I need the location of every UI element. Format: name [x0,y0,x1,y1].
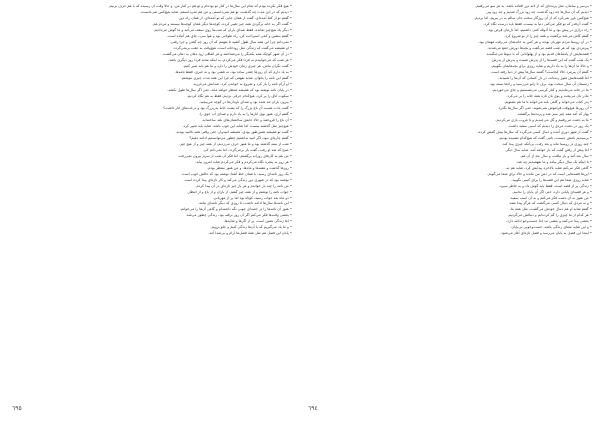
paragraph: • پیرمردی بود که هر شب قصه می‌گفت و بچه‌ها دورش جمع می‌شدند. [487,45,592,50]
paragraph: • در آن روستا مردم مهربان بودند و هر کس به خانه‌شان می‌رفت مهمان بود. [478,39,592,44]
paragraph: • یک شب گفت که این قصه‌ها را از پدرش شنیده و پدرش از پدرش. [490,57,592,62]
paragraph: • قصه‌هایش از پادشاهان قدیم بود و از پهلوانانی که با دیوها می‌جنگیدند. [485,51,592,56]
paragraph: • گفتم این نامه را بخوان، شاید بفهمی که چرا این همه مدت چیزی ننوشتم. [180,75,292,80]
paragraph: • راه درازی در پیش بود و ما آذوقهٔ کمی داشتیم، اما دل‌مان قرص بود. [487,27,592,32]
paragraph: • هر روز به پنجره نگاه می‌کردم و فکر می‌کردم شاید امروز بیاید. [195,159,292,164]
paragraph: • گفتم بنشین و کمی استراحت کن، راه طولانی بود و هوا سرد، چای هم آماده است. [166,33,292,38]
paragraph: • من هم به کارهای روزانه برگشتم، اما فکر آن شب از سرم بیرون نمی‌رفت. [177,153,292,158]
paragraph: • هر کدام از ما چیزی را گم کرده‌ایم و دنبالش می‌گردیم. [507,213,592,218]
paragraph: • اما پیش از رفتن گفت که باز خواهد آمد، شاید سال دیگر. [504,147,592,152]
left-page-number: ٦٩٤ [308,405,318,412]
paragraph: • اما زندگی همین است، پر از اگرها و شایدها. [223,219,292,224]
paragraph: • هیچ‌چیز مثل گذشته نیست، اما شاید این خوب باشد، شاید باید تغییر کرد. [182,123,292,128]
paragraph: • گفت اگر به خانه برگردی همه چیز تغییر کرده، کوچه‌ها دیگر همان کوچه‌ها نیستند و مردم هم. [152,21,292,26]
left-page-body [310,4,592,400]
paragraph: • و به مردی که دنبال کسی می‌گشت که هرگز پیدا نشد. [508,201,592,206]
paragraph: • گفتم چاره‌ای نبود، اگر امید نداشتیم چطور می‌توانستیم ادامه دهیم؟ [189,135,292,140]
paragraph: • پدر کتاب می‌خواند و گاهی بلند می‌خواند تا ما هم بشنویم. [503,99,592,104]
paragraph: • چند روزی در روستا ماند و بعد رفت، بی‌آنکه چیزی پیدا کند. [501,141,592,146]
paragraph: • زندگی پر از قصه است، فقط باید گوش داد و به خاطر سپرد. [498,183,592,188]
paragraph: • دیدیم که در این مدت چه گذشت، تو هم نمی‌دانستی و من هم نمی‌دانستم، شاید هیچ‌کس نمی‌دانست. [139,9,292,14]
right-page-number: ٦٩٥ [12,405,22,412]
paragraph: • اینجا این فصل به پایان می‌رسد و فصل تازه‌ای آغاز می‌شود. [500,231,592,236]
paragraph: • گفتم کاش می‌شد برگشت و همه چیز را از نو شروع کرد. [504,33,592,38]
paragraph: • پرسیدیم نامش چیست، نامی گفت که هیچ‌کدام نشنیده بودیم. [498,135,592,140]
paragraph: • و هر قصه‌ای پایانی دارد، حتی اگر آن پایان را ندانیم. [512,189,592,194]
paragraph: • گفتم تو از کجا آمده‌ای، گفت از همان جایی که تو آمده‌ای، از همان راه دور. [177,15,292,20]
paragraph: • شب از نیمه گذشته بود و ما هنوز حرف می‌زدیم، از همه چیز و از هیچ چیز. [178,141,292,146]
paragraph: • به یاد دارم که آن روزها چقدر ساده بود، نه تلفنی بود و نه خبری، فقط نامه‌ها. [174,69,292,74]
paragraph: • سال بعد آمد و باز نیافت، و سال بعد از آن هم. [519,153,592,158]
paragraph: • گفتم آن پیرمرد حالا کجاست؟ گفتند سال‌ها پیش از دنیا رفته است. [490,69,592,74]
paragraph: • و این شاید معنای زندگی باشد، جست‌وجویی بی‌پایان. [510,225,592,230]
paragraph: • من هنوز به آن دشت فکر می‌کنم و به آن اسب سفید. [509,195,592,200]
paragraph: • و حالا ما آن‌ها را به یاد داریم و شاید روزی برای بچه‌هایمان بگوییم. [491,63,592,68]
paragraph: • دیگر یاد هیچ‌چیز نمانده، فقط صدای باران که شب‌ها روی سقف می‌آمد و ما گوش می‌دادیم. [153,27,292,32]
paragraph: • سکوت اتاق را پر کرد، هیچ‌کدام حرفی نزدیم، فقط به هم نگاه کردیم. [186,93,292,98]
paragraph: • بعضی پیدا می‌کنند و بعضی نه، اما جست‌وجو ادامه دارد. [505,219,592,224]
paragraph: • آن روزها هیچ‌وقت فراموش نمی‌شوند، حتی اگر سال‌ها بگذرد. [497,105,592,110]
paragraph: • دیدیم که آن سال‌ها چه زود گذشت، چه زود بزرگ شدیم و چه زود پیر. [485,9,592,14]
paragraph: • و ما یاد می‌گیریم که با آن‌ها زندگی کنیم و جلو برویم. [210,225,292,230]
paragraph: • گفت آن‌قدر که تو فکر می‌کنی دنیا بد نیست، فقط باید درست نگاه کرد. [483,21,592,26]
paragraph: • هیچ‌کس باور نمی‌کرد که از آن روزگار سخت جان سالم به در ببریم، اما بردیم. [474,15,592,20]
paragraph: • او آرام نامه را باز کرد و شروع به خواندن کرد، صدایش می‌لرزید. [192,81,292,86]
paragraph: • گاهی فکر می‌کنم شاید بالاخره پیدایش کرد، شاید هم نه. [505,165,592,170]
paragraph: • بعضی وقت‌ها فکر می‌کنم اگر آن روز نرفته بود، زندگی چطور می‌شد. [185,213,292,218]
paragraph: • جواب نامه را نوشتم و از همه چیز گفتم، از باران و از باغ و از انتظار. [186,189,292,194]
paragraph: • هنوز آن نامه‌ها را در جعبه‌ای چوبی نگه داشته‌ام و گاهی آن‌ها را می‌خوانم. [179,207,292,212]
paragraph: • یک روز نامه‌ای رسید، با همان خط آشنا، نوشته بود که حالش خوب است. [180,171,292,176]
paragraph: • گفت تو همیشه همین‌طور بودی، همیشه امیدوار، حتی وقتی همه ناامید بودند. [175,129,292,134]
paragraph: • در آن شهر کوچک همه یکدیگر را می‌شناختند و هر اتفاقی زود دهان به دهان می‌گشت. [161,51,292,56]
paragraph: • این‌ها قصه‌هایی است که در ذهن من مانده و حالا برای شما می‌گویم. [487,171,592,176]
paragraph: • گفت نگران نباش، هر چیزی زمان خودش را دارد و ما هم باید صبر کنیم. [182,63,292,68]
paragraph: • مادر نان می‌پخت و بوی نان تازه همهٔ خانه را پر می‌کرد. [506,93,592,98]
paragraph: • نمی‌دانم چرا این همه سال طول کشید تا بفهمم که آن روز چه گفتی و چرا رفتی. [169,39,292,44]
paragraph: • او همیشه می‌گفت که زندگی مثل رودخانه است، هیچ‌وقت به عقب برنمی‌گردد. [172,45,292,50]
paragraph: • این نامه‌ها سال‌ها ادامه داشت، تا روزی که دیگر نامه‌ای نیامد. [197,201,292,206]
paragraph: • بی‌سر و سامان، مثل پرنده‌ای که از لانه دور افتاده باشد، به هر سو می‌رفتیم. [475,4,592,8]
paragraph: • یک روز در دشت مردی را دیدیم که اسبی سفید داشت. [507,123,592,128]
paragraph: • دو ماه بعد جواب رسید، کوتاه بود اما پر از مهربانی. [212,195,292,200]
paragraph: • نوشته بود که در شهری دور زندگی می‌کند و کار تازه‌ای پیدا کرده است. [183,177,292,182]
paragraph: • روزها گذشت و هفته‌ها و ماه‌ها، و من هنوز منتظر بودم. [206,165,292,170]
paragraph: • صبح که شد او رفت، گفت باز برمی‌گردد، اما نمی‌دانم کی. [202,147,292,152]
paragraph: • بهار که آمد همه چیز سبز شد و پرنده‌ها برگشتند. [516,111,592,116]
paragraph: • من نامه را چند بار خواندم و هر بار چیز تازه‌ای در آن پیدا کردم. [195,183,292,188]
left-page [300,0,600,424]
paragraph: • گفت از شهر دوری آمده و دنبال کسی می‌گردد که سال‌ها پیش گمش کرده. [477,129,592,134]
paragraph: • هیچ فکر نکرده بودم که تمام این سال‌ها در کنار تو بوده‌ام و تو هم در کنار من، و حالا وقت آن رسیده که با هم حرف بزنیم. [108,4,292,8]
paragraph: • ما به دشت می‌رفتیم و گل می‌چیدیم و تا غروب بازی می‌کردیم. [495,117,592,122]
paragraph: • گفتم آری، هنوز بوی انارها را به یاد دارم و صدای آب جوی را. [198,111,292,116]
paragraph: • اما قصه‌هایش هنوز زنده‌اند، در دل کسانی که آن‌ها را شنیدند. [498,75,592,80]
paragraph: • در پایان نامه نوشته بود که همیشه منتظر خواهد ماند، حتی اگر سال‌ها طول بکشد. [167,87,292,92]
paragraph: • هر شب که می‌خوابیدم به فردا فکر می‌کردم، به اینکه شاید فردا روز دیگری باشد. [168,57,292,62]
paragraph: • بیرون باران تند شده بود و صدای ناودان‌ها در کوچه می‌پیچید. [199,99,292,104]
paragraph: • زمستان آن سال سخت بود، برف تا زانو می‌رسید و راه‌ها بسته بود. [489,81,592,86]
paragraph: • گفتم شاید او هم دنبال خودش می‌گشت، مثل همهٔ ما. [509,207,592,212]
paragraph: • شاید روزی شما هم این قصه‌ها را برای کسی بگویید. [511,177,592,182]
paragraph: • تا اینکه یک سال دیگر نیامد و ما نفهمیدیم چه شد. [515,159,592,164]
right-page-body [8,4,292,400]
paragraph: • آن باغ را فروختند و حالا جایش ساختمان‌های بلند ساخته‌اند. [201,117,292,122]
paragraph: • ما در خانه می‌ماندیم و کنار کرسی می‌نشستیم و چای می‌خوردیم. [491,87,592,92]
paragraph: • گفت یادت هست آن باغ بزرگ را که پشت خانهٔ پدربزرگ بود و درخت‌های انار داشت؟ [163,105,292,110]
paragraph: • پایان این فصل هم مثل همهٔ فصل‌ها آرام و بی‌صدا آمد. [208,231,292,236]
